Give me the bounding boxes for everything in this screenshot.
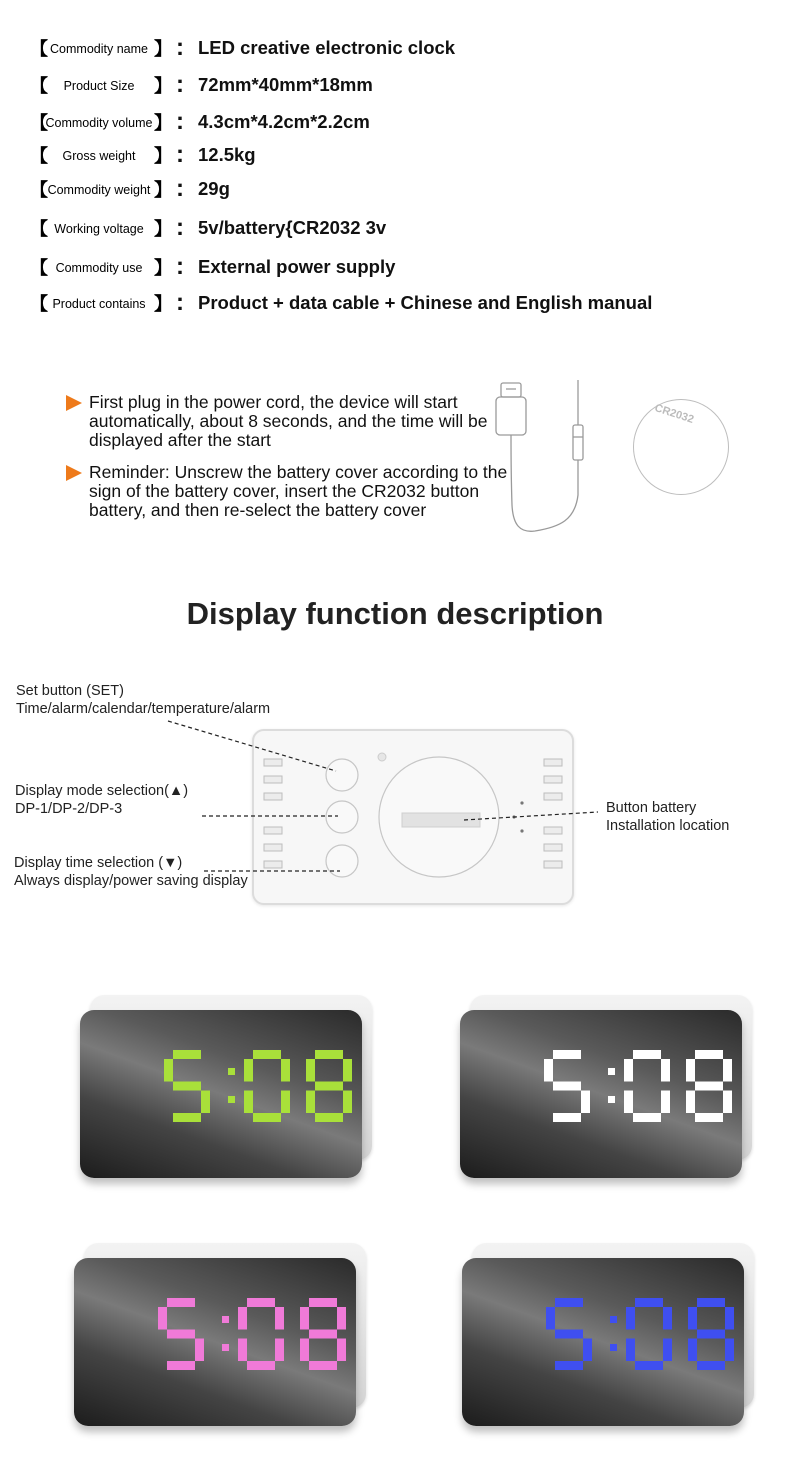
led-segment bbox=[244, 1059, 253, 1082]
led-segment bbox=[633, 1113, 661, 1122]
spec-value: 12.5kg bbox=[198, 144, 256, 165]
led-segment bbox=[167, 1361, 195, 1370]
led-colon-dot bbox=[610, 1344, 617, 1351]
led-segment bbox=[337, 1339, 346, 1362]
display-time-annotation: Display time selection (▼) Always display/power saving display bbox=[14, 855, 248, 889]
led-segment bbox=[626, 1339, 635, 1362]
led-segment bbox=[173, 1113, 201, 1122]
spec-label: 【 Gross weight 】 bbox=[30, 146, 172, 166]
spec-value: 29g bbox=[198, 178, 230, 199]
led-segment bbox=[697, 1330, 725, 1339]
led-segment bbox=[686, 1091, 695, 1114]
led-segment bbox=[300, 1339, 309, 1362]
spec-label: 【 Commodity weight 】 bbox=[30, 180, 172, 200]
spec-label: 【 Working voltage 】 bbox=[30, 219, 172, 239]
spec-row: 【 Product contains 】 : Product + data cable + Chinese and English manual bbox=[30, 287, 770, 321]
led-digits bbox=[460, 1010, 742, 1178]
spec-row: 【 Product Size 】 : 72mm*40mm*18mm bbox=[30, 69, 770, 103]
led-segment bbox=[555, 1330, 583, 1339]
led-segment bbox=[697, 1361, 725, 1370]
spec-value: Product + data cable + Chinese and English manual bbox=[198, 292, 653, 313]
led-segment bbox=[247, 1361, 275, 1370]
led-colon-dot bbox=[610, 1316, 617, 1323]
led-segment bbox=[309, 1361, 337, 1370]
led-segment bbox=[167, 1330, 195, 1339]
led-segment bbox=[633, 1050, 661, 1059]
led-segment bbox=[238, 1307, 247, 1330]
led-colon-dot bbox=[222, 1316, 229, 1323]
led-segment bbox=[300, 1307, 309, 1330]
led-segment bbox=[723, 1059, 732, 1082]
spec-label: 【 Product contains 】 bbox=[30, 294, 172, 314]
led-segment bbox=[281, 1059, 290, 1082]
led-segment bbox=[309, 1330, 337, 1339]
led-segment bbox=[635, 1298, 663, 1307]
led-segment bbox=[583, 1339, 592, 1362]
led-segment bbox=[238, 1339, 247, 1362]
led-colon-dot bbox=[608, 1096, 615, 1103]
led-segment bbox=[167, 1298, 195, 1307]
spec-label: 【 Commodity use 】 bbox=[30, 258, 172, 278]
led-segment bbox=[343, 1091, 352, 1114]
led-segment bbox=[723, 1091, 732, 1114]
cr2032-battery-illustration: CR2032 bbox=[633, 399, 729, 495]
led-segment bbox=[281, 1091, 290, 1114]
spec-value: 4.3cm*4.2cm*2.2cm bbox=[198, 111, 370, 132]
led-segment bbox=[173, 1050, 201, 1059]
led-segment bbox=[158, 1307, 167, 1330]
led-segment bbox=[626, 1307, 635, 1330]
led-colon-dot bbox=[228, 1096, 235, 1103]
battery-location-annotation: Button battery Installation location bbox=[606, 800, 730, 834]
led-segment bbox=[244, 1091, 253, 1114]
led-segment bbox=[275, 1307, 284, 1330]
led-segment bbox=[315, 1113, 343, 1122]
led-segment bbox=[695, 1050, 723, 1059]
spec-row: 【 Gross weight 】 : 12.5kg bbox=[30, 139, 770, 173]
led-segment bbox=[688, 1307, 697, 1330]
clock-white bbox=[460, 995, 750, 1180]
led-segment bbox=[555, 1361, 583, 1370]
spec-value: 5v/battery{CR2032 3v bbox=[198, 217, 387, 238]
led-segment bbox=[695, 1113, 723, 1122]
led-segment bbox=[688, 1339, 697, 1362]
device-back-diagram bbox=[252, 729, 574, 905]
led-segment bbox=[247, 1298, 275, 1307]
led-segment bbox=[253, 1050, 281, 1059]
led-segment bbox=[553, 1113, 581, 1122]
led-segment bbox=[555, 1298, 583, 1307]
led-segment bbox=[686, 1059, 695, 1082]
led-segment bbox=[635, 1361, 663, 1370]
led-segment bbox=[195, 1339, 204, 1362]
set-button-annotation: Set button (SET) Time/alarm/calendar/temperature/alarm bbox=[16, 683, 271, 717]
led-segment bbox=[306, 1059, 315, 1082]
led-segment bbox=[309, 1298, 337, 1307]
clock-pink bbox=[74, 1243, 364, 1428]
led-segment bbox=[695, 1082, 723, 1091]
led-colon-dot bbox=[228, 1068, 235, 1075]
spec-label: 【 Product Size 】 bbox=[30, 76, 172, 96]
led-colon-dot bbox=[222, 1344, 229, 1351]
led-colon-dot bbox=[608, 1068, 615, 1075]
led-segment bbox=[663, 1339, 672, 1362]
led-segment bbox=[663, 1307, 672, 1330]
led-segment bbox=[315, 1082, 343, 1091]
led-segment bbox=[624, 1091, 633, 1114]
led-segment bbox=[661, 1059, 670, 1082]
led-digits bbox=[80, 1010, 362, 1178]
spec-row: 【 Commodity name 】 : LED creative electronic clock bbox=[30, 32, 770, 66]
led-segment bbox=[546, 1307, 555, 1330]
led-segment bbox=[306, 1091, 315, 1114]
led-segment bbox=[315, 1050, 343, 1059]
spec-row: 【 Commodity volume 】 : 4.3cm*4.2cm*2.2cm bbox=[30, 106, 770, 140]
led-segment bbox=[173, 1082, 201, 1091]
led-segment bbox=[201, 1091, 210, 1114]
led-segment bbox=[697, 1298, 725, 1307]
display-mode-annotation: Display mode selection(▲) DP-1/DP-2/DP-3 bbox=[15, 783, 189, 817]
spec-row: 【 Commodity weight 】 : 29g bbox=[30, 173, 770, 207]
led-segment bbox=[661, 1091, 670, 1114]
orange-arrow-icon bbox=[66, 395, 82, 411]
led-digits bbox=[462, 1258, 744, 1426]
led-segment bbox=[544, 1059, 553, 1082]
spec-row: 【 Working voltage 】 : 5v/battery{CR2032 3v bbox=[30, 212, 770, 246]
led-segment bbox=[275, 1339, 284, 1362]
clock-green bbox=[80, 995, 370, 1180]
led-segment bbox=[725, 1307, 734, 1330]
led-segment bbox=[164, 1059, 173, 1082]
spec-label: 【 Commodity name 】 bbox=[30, 39, 172, 59]
led-digits bbox=[74, 1258, 356, 1426]
led-segment bbox=[343, 1059, 352, 1082]
led-segment bbox=[553, 1082, 581, 1091]
spec-row: 【 Commodity use 】 : External power supply bbox=[30, 251, 770, 285]
led-segment bbox=[553, 1050, 581, 1059]
led-segment bbox=[337, 1307, 346, 1330]
led-segment bbox=[624, 1059, 633, 1082]
orange-arrow-icon bbox=[66, 465, 82, 481]
led-segment bbox=[581, 1091, 590, 1114]
section-title: Display function description bbox=[186, 596, 604, 631]
spec-label: 【 Commodity volume 】 bbox=[30, 113, 172, 133]
led-segment bbox=[725, 1339, 734, 1362]
spec-value: External power supply bbox=[198, 256, 396, 277]
spec-value: 72mm*40mm*18mm bbox=[198, 74, 373, 95]
usb-cable-illustration bbox=[490, 375, 600, 535]
clock-blue bbox=[462, 1243, 752, 1428]
spec-value: LED creative electronic clock bbox=[198, 37, 456, 58]
led-segment bbox=[253, 1113, 281, 1122]
